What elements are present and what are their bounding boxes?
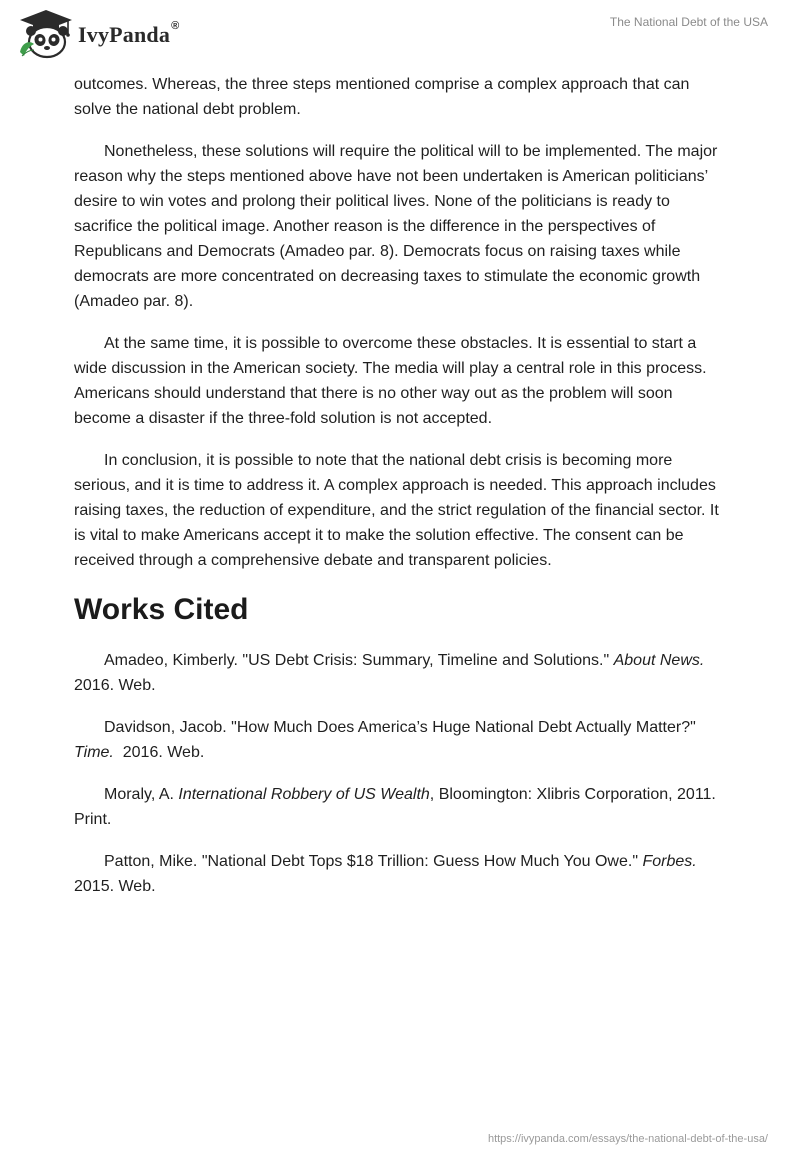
works-cited-heading: Works Cited (74, 593, 249, 626)
source-url[interactable]: https://ivypanda.com/essays/the-national-debt-of-the-usa/ (487, 1133, 768, 1145)
citation-text: 2015. Web. (74, 878, 156, 895)
citation-source: About News. (613, 652, 705, 669)
paragraph: At the same time, it is possible to overcome these obstacles. It is essential to start a wide discussion in the American society. The media will play a central role in this process. Americans should understand that there is no other way out as the problem will soon become a disaster if the three-fold solution is not accepted. (74, 335, 707, 427)
registered-mark: ® (171, 20, 180, 32)
citation-source: Time. (74, 744, 114, 761)
citation-text: Davidson, Jacob. "How Much Does America’s Huge National Debt Actually Matter?" (104, 719, 696, 736)
citation-entry (74, 782, 730, 832)
paragraph: In conclusion, it is possible to note that the national debt crisis is becoming more serious, and it is time to address it. A complex approach is needed. This approach includes raising taxes, the reduction of expenditure, and the strict regulation of the financial sector. It is vital to make Americans accept it to make the solution effective. The consent can be received through a comprehensive debate and transparent policies. (74, 452, 719, 569)
citation-text: 2016. Web. (113, 744, 205, 761)
document-title: The National Debt of the USA (609, 15, 768, 29)
citation-text: , Bloomington: Xlibris Corporation, 2011. Print. (74, 786, 716, 828)
citation-text: Patton, Mike. "National Debt Tops $18 Trillion: Guess How Much You Owe." (104, 853, 643, 870)
citation-entry (74, 715, 730, 765)
citation-text: Moraly, A. (104, 786, 179, 803)
citation-source: International Robbery of US Wealth (178, 786, 430, 803)
brand-name: IvyPanda® (78, 20, 180, 47)
citation-entry (74, 849, 730, 899)
citation-text: Amadeo, Kimberly. "US Debt Crisis: Summary, Timeline and Solutions." (104, 652, 614, 669)
citation-text: 2016. Web. (74, 677, 156, 694)
panda-logo-icon (16, 8, 76, 60)
paragraph: outcomes. Whereas, the three steps mentioned comprise a complex approach that can solve the national debt problem. (74, 76, 690, 118)
paragraph: Nonetheless, these solutions will require the political will to be implemented. The major reason why the steps mentioned above have not been undertaken is American politicians’ desire to win votes and prolong their political lives. None of the politicians is ready to sacrifice the political image. Another reason is the difference in the perspectives of Republicans and Democrats (Amadeo par. 8). Democrats focus on raising taxes while democrats are more concentrated on decreasing taxes to stimulate the economic growth (Amadeo par. 8). (74, 143, 718, 310)
page-header (0, 0, 800, 72)
citation-source: Forbes. (642, 853, 697, 870)
ivypanda-logo[interactable] (16, 8, 179, 60)
citation-entry (74, 648, 730, 698)
essay-content (74, 72, 730, 916)
